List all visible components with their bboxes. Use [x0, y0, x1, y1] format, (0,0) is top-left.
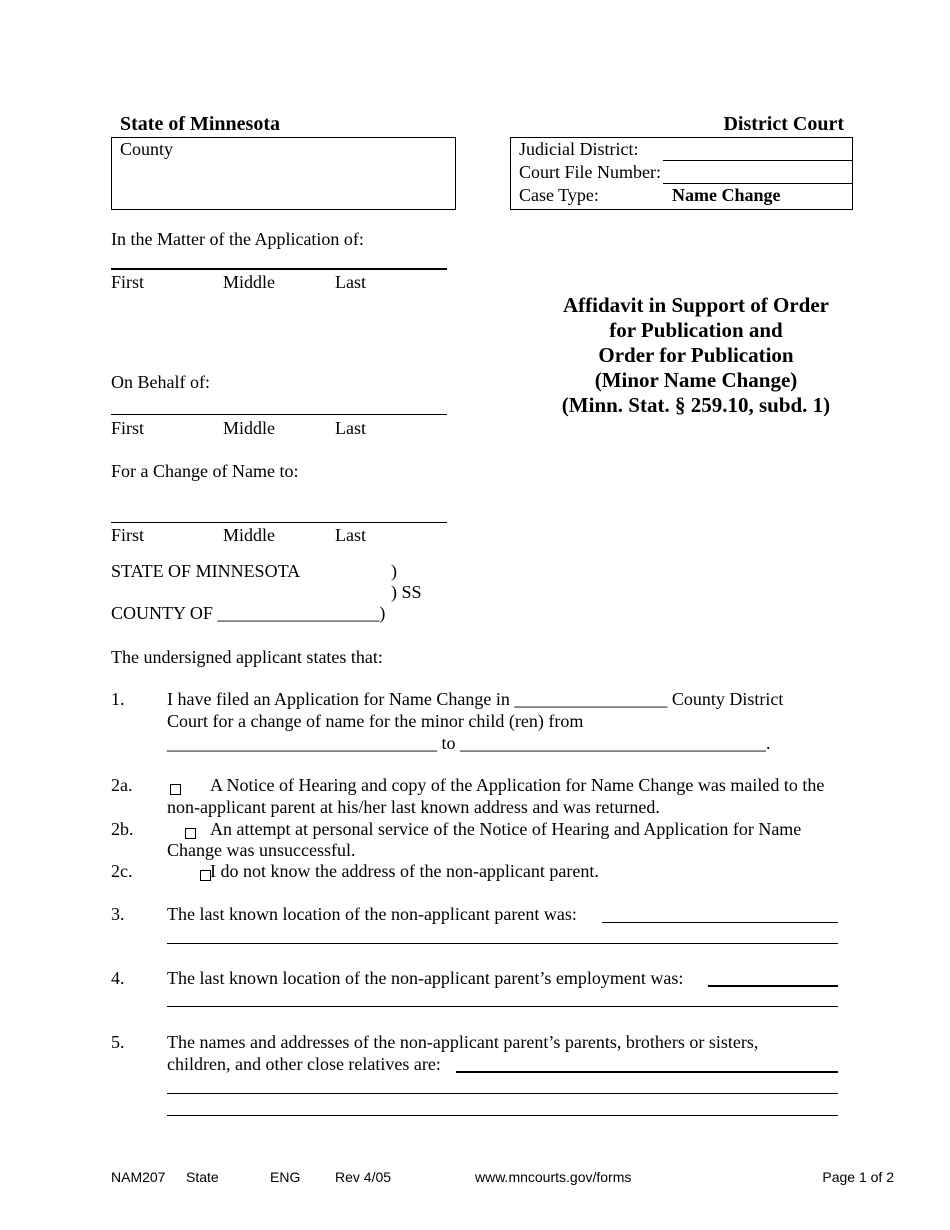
last-label: Last: [335, 272, 366, 292]
state-heading: State of Minnesota: [120, 113, 280, 135]
judicial-district-field[interactable]: [663, 160, 852, 161]
item-number: 2a.: [111, 775, 133, 795]
middle-label: Middle: [223, 418, 275, 438]
item-number: 2b.: [111, 819, 134, 839]
item-2c-line: I do not know the address of the non-applicant parent.: [210, 861, 599, 881]
employment-location-field[interactable]: [708, 985, 838, 987]
checkbox-2b[interactable]: [185, 828, 196, 839]
venue-paren: ): [391, 561, 397, 581]
item-1-line[interactable]: I have filed an Application for Name Change in _________________ County District: [167, 689, 784, 709]
last-label: Last: [335, 525, 366, 545]
case-type-label: Case Type:: [519, 185, 599, 205]
venue-state: STATE OF MINNESOTA: [111, 561, 301, 581]
last-label: Last: [335, 418, 366, 438]
footer-state: State: [186, 1169, 219, 1185]
middle-label: Middle: [223, 272, 275, 292]
first-label: First: [111, 525, 145, 545]
title-line: for Publication and: [609, 318, 783, 342]
title-line: Order for Publication: [598, 343, 794, 367]
item-5-line: children, and other close relatives are:: [167, 1054, 441, 1074]
item-number: 5.: [111, 1032, 125, 1052]
on-behalf-of-label: On Behalf of:: [111, 372, 210, 392]
case-type-value: Name Change: [672, 185, 781, 205]
item-4-text: The last known location of the non-applicant parent’s employment was:: [167, 968, 684, 988]
applicant-name-field[interactable]: [111, 268, 447, 270]
footer-page-number: Page 1 of 2: [822, 1169, 894, 1185]
new-name-field[interactable]: [111, 522, 447, 523]
item-2b-line: An attempt at personal service of the Notice of Hearing and Application for Name: [210, 819, 802, 839]
relatives-field[interactable]: [456, 1071, 838, 1073]
change-to-label: For a Change of Name to:: [111, 461, 299, 481]
parent-location-field-2[interactable]: [167, 943, 838, 944]
intro-text: The undersigned applicant states that:: [111, 647, 383, 667]
title-line: Affidavit in Support of Order: [562, 293, 829, 317]
first-label: First: [111, 272, 145, 292]
item-number: 1.: [111, 689, 125, 709]
footer-revision: Rev 4/05: [335, 1169, 392, 1185]
footer-url[interactable]: www.mncourts.gov/forms: [475, 1169, 632, 1185]
county-label: County: [120, 139, 174, 159]
document-title: [520, 293, 872, 418]
item-1-line[interactable]: ______________________________ to __________________________________.: [167, 733, 771, 753]
item-number: 3.: [111, 904, 125, 924]
parent-location-field[interactable]: [602, 922, 838, 923]
venue-county[interactable]: COUNTY OF __________________): [111, 603, 386, 623]
court-heading: District Court: [723, 113, 844, 135]
item-3-text: The last known location of the non-applicant parent was:: [167, 904, 577, 924]
title-line: (Minn. Stat. § 259.10, subd. 1): [561, 393, 831, 417]
item-2a-line: non-applicant parent at his/her last known address and was returned.: [167, 797, 660, 817]
item-5-line: The names and addresses of the non-applicant parent’s parents, brothers or sisters,: [167, 1032, 759, 1052]
case-info-box: [510, 137, 853, 210]
checkbox-2a[interactable]: [170, 784, 181, 795]
application-of-label: In the Matter of the Application of:: [111, 229, 364, 249]
footer-form-code: NAM207: [111, 1169, 166, 1185]
venue-ss: ) SS: [391, 582, 422, 602]
item-1-line: Court for a change of name for the minor child (ren) from: [167, 711, 584, 731]
judicial-district-label: Judicial District:: [519, 139, 639, 159]
relatives-field-3[interactable]: [167, 1115, 838, 1116]
item-2a-line: A Notice of Hearing and copy of the Application for Name Change was mailed to the: [210, 775, 825, 795]
court-file-label: Court File Number:: [519, 162, 661, 182]
minor-name-field[interactable]: [111, 414, 447, 415]
item-2b-line: Change was unsuccessful.: [167, 840, 356, 860]
footer-language: ENG: [270, 1169, 301, 1185]
county-box[interactable]: [111, 137, 456, 210]
relatives-field-2[interactable]: [167, 1093, 838, 1094]
item-number: 2c.: [111, 861, 133, 881]
title-line: (Minor Name Change): [594, 368, 798, 392]
item-number: 4.: [111, 968, 125, 988]
middle-label: Middle: [223, 525, 275, 545]
first-label: First: [111, 418, 145, 438]
employment-location-field-2[interactable]: [167, 1006, 838, 1007]
